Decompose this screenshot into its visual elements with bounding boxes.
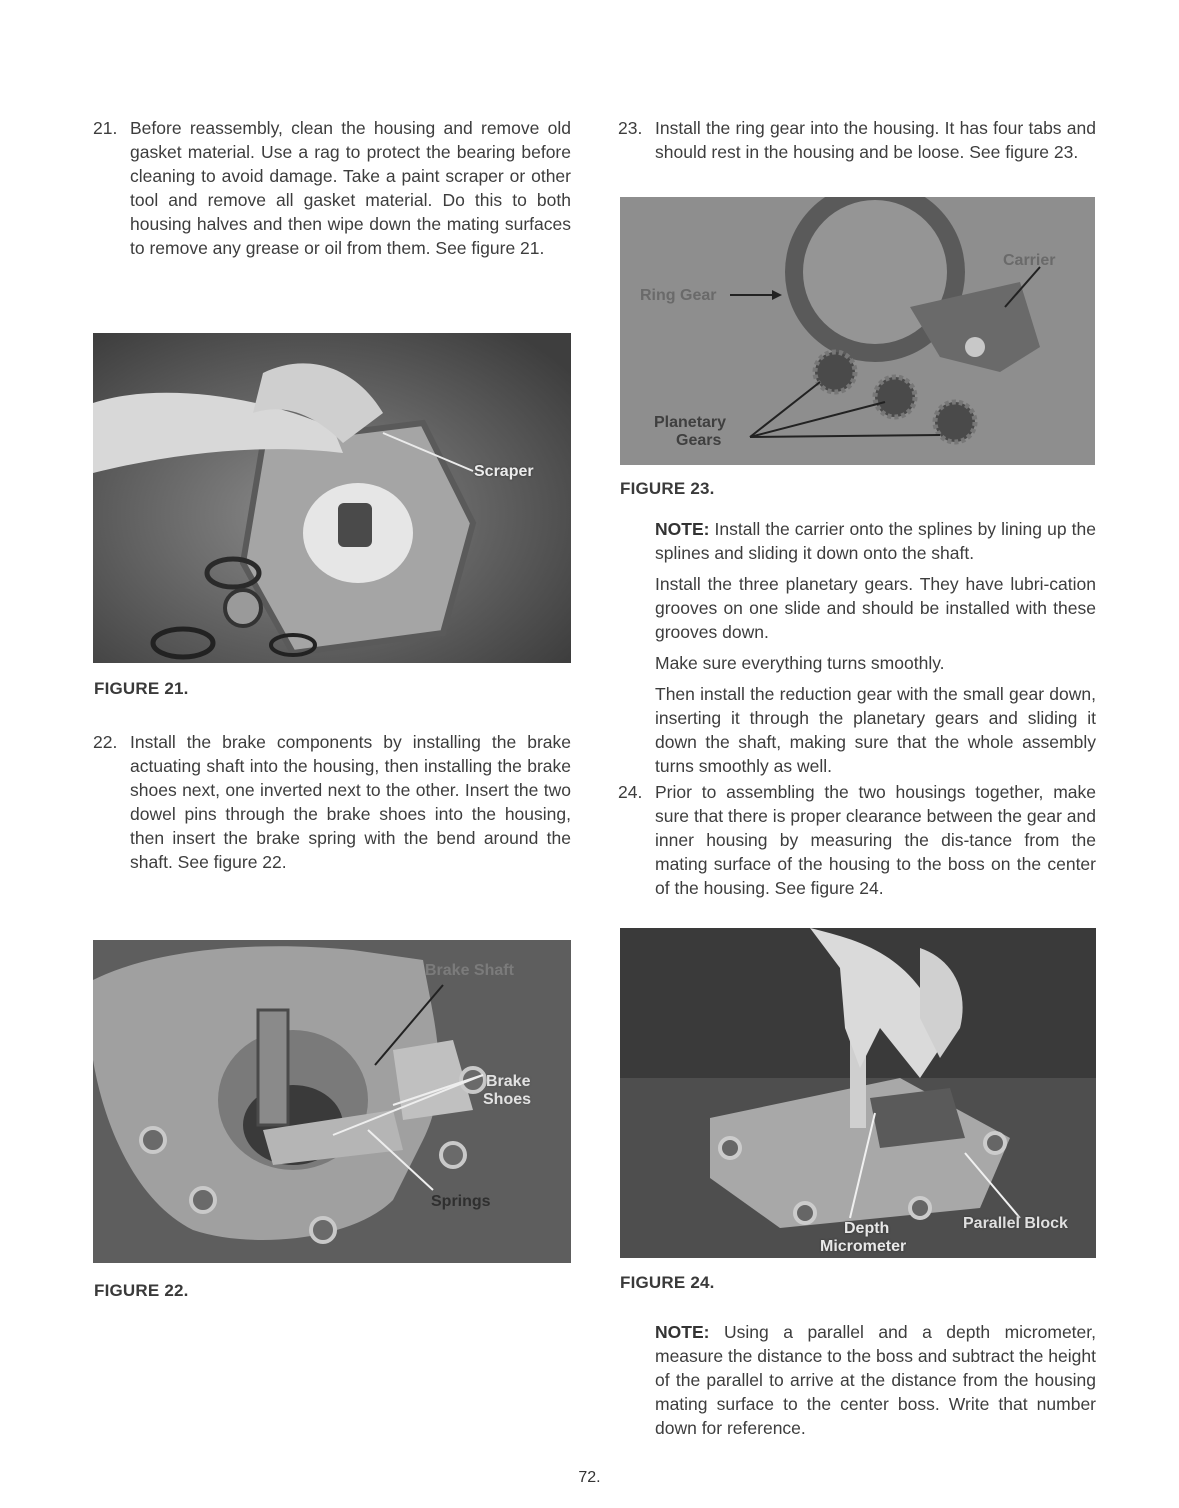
figure-24-photo [620, 928, 1096, 1258]
step-number: 24. [618, 782, 643, 802]
step-text: Install the brake components by installing the brake actuating shaft into the housing, then installing the brake shoes next, one inverted next to the other. Insert the two dowel pins through the brake shoes into the housing, then insert the brake spring with the bend around the shaft. See figure 22. [130, 732, 571, 872]
micrometer-label: Micrometer [820, 1238, 907, 1255]
step-number: 23. [618, 118, 643, 138]
note-text: Using a parallel and a depth micrometer, measure the distance to the boss and subtract the height of the parallel to arrive at the distance from the housing mating surface to the center boss. Write that number down for reference. [655, 1322, 1096, 1438]
step-number: 21. [93, 118, 118, 138]
figure-21-photo [93, 333, 571, 663]
brake-shaft-label: Brake Shaft [425, 962, 514, 979]
para-smooth: Make sure everything turns smoothly. [655, 653, 945, 673]
step-22 [93, 730, 571, 874]
note-carrier [655, 517, 1096, 565]
step-24 [618, 780, 1096, 900]
figure-23-caption: FIGURE 23. [620, 479, 715, 498]
right-column-note2 [655, 1320, 1096, 1440]
left-column [93, 116, 571, 260]
figure-23-photo [620, 197, 1095, 465]
shoes-label: Shoes [483, 1091, 532, 1108]
right-column-step24 [618, 780, 1096, 900]
springs-label: Springs [431, 1193, 491, 1210]
step-21 [93, 116, 571, 260]
figure-21-caption: FIGURE 21. [94, 679, 189, 698]
figure-22-photo [93, 940, 571, 1263]
figure-24-caption: FIGURE 24. [620, 1273, 715, 1292]
para-planetary: Install the three planetary gears. They have lubri-cation grooves on one slide and should be installed with these grooves down. [655, 574, 1096, 642]
step-text: Prior to assembling the two housings together, make sure that there is proper clearance between the gear and inner housing by measuring the dis-tance from the mating surface of the housing to the boss on the center of the housing. See figure 24. [655, 782, 1096, 898]
right-column-top [618, 116, 1096, 164]
right-column-notes [655, 517, 1096, 778]
parallel-block-label: Parallel Block [963, 1215, 1068, 1232]
note-label: NOTE: [655, 1322, 710, 1342]
figure-22-caption: FIGURE 22. [94, 1281, 189, 1300]
carrier-label: Carrier [1003, 252, 1056, 269]
step-text: Before reassembly, clean the housing and remove old gasket material. Use a rag to protect the bearing before cleaning to avoid damage. Take a paint scraper or other tool and remove all gasket material. Do this to both housing halves and then wipe down the mating surfaces to remove any grease or oil from them. See figure 21. [130, 118, 571, 258]
page-number: 72. [578, 1469, 601, 1486]
step-number: 22. [93, 732, 118, 752]
gears-label: Gears [676, 432, 722, 449]
brake-label: Brake [486, 1073, 531, 1090]
depth-label: Depth [844, 1220, 890, 1237]
planetary-label: Planetary [654, 414, 727, 431]
note-label: NOTE: [655, 519, 710, 539]
para-reduction: Then install the reduction gear with the small gear down, inserting it through the planetary gears and sliding it down the shaft, making sure that the whole assembly turns smoothly as well. [655, 684, 1096, 776]
step-text: Install the ring gear into the housing. It has four tabs and should rest in the housing and be loose. See figure 23. [655, 118, 1096, 162]
note-text: Install the carrier onto the splines by lining up the splines and sliding it down onto the shaft. [655, 519, 1096, 563]
step-23 [618, 116, 1096, 164]
ring-gear-label: Ring Gear [640, 287, 717, 304]
scraper-label: Scraper [474, 463, 534, 480]
left-column-lower [93, 730, 571, 874]
note-micrometer [655, 1320, 1096, 1440]
